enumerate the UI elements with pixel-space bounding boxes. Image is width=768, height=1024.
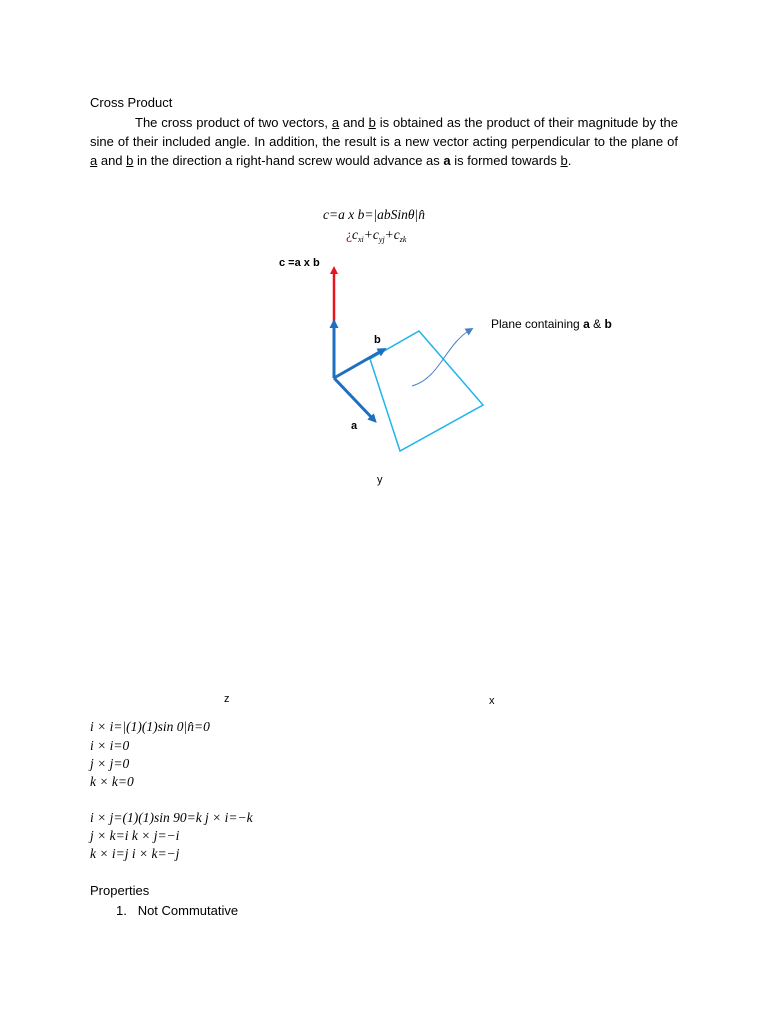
para-text-1: The cross product of two vectors, bbox=[135, 115, 332, 130]
section-title: Cross Product bbox=[90, 95, 173, 110]
equation-j-cross-j: j × j=0 bbox=[90, 756, 130, 771]
plane-caption bbox=[491, 317, 612, 331]
formula-sub-zk: zk bbox=[399, 235, 407, 244]
plane-caption-text: Plane containing bbox=[491, 317, 584, 331]
properties-heading: Properties bbox=[90, 883, 150, 898]
x-axis-label: x bbox=[489, 695, 495, 707]
vector-b-ref-2: b bbox=[126, 153, 134, 168]
vector-a-bold: a bbox=[443, 153, 451, 168]
b-vector-arrow bbox=[334, 350, 383, 378]
equation-k-cross-k: k × k=0 bbox=[90, 774, 134, 789]
formula-c1: c bbox=[352, 227, 358, 242]
equation-i-cross-i: i × i=0 bbox=[90, 738, 130, 753]
list-item bbox=[116, 903, 238, 918]
formula-c3: +c bbox=[384, 227, 400, 242]
formula-sub-yj: yj bbox=[378, 235, 385, 244]
plane-caption-b: b bbox=[604, 317, 612, 331]
formula-sub-xi: xi bbox=[358, 235, 364, 244]
equation-k-cross-i: k × i=j i × k=−j bbox=[90, 846, 180, 861]
b-vector-label: b bbox=[374, 334, 381, 346]
plane-caption-amp: & bbox=[589, 317, 605, 331]
para-text-3: is obtained as the product of their magnitude by the sine of their included angle. In addition, the result is a new vector acting perpendicular to the plane of bbox=[90, 115, 678, 149]
y-axis-label: y bbox=[377, 474, 383, 486]
z-axis-label: z bbox=[224, 693, 230, 705]
list-text: Not Commutative bbox=[137, 903, 239, 918]
a-vector-label: a bbox=[351, 420, 358, 432]
equation-i-cross-j: i × j=(1)(1)sin 90=k j × i=−k bbox=[90, 810, 253, 825]
vector-b-ref: b bbox=[368, 115, 376, 130]
plane-caption-a: a bbox=[583, 317, 590, 331]
vector-a-ref: a bbox=[331, 115, 340, 130]
vector-b-ref-3: b bbox=[560, 153, 568, 168]
para-text-2: and bbox=[339, 115, 369, 130]
a-vector-arrow bbox=[334, 378, 374, 420]
c-vector-label: c =a x b bbox=[279, 257, 320, 269]
plane-pointer-curve bbox=[412, 330, 470, 386]
para-end: . bbox=[567, 153, 572, 168]
equation-i-cross-i-full: i × i=|(1)(1)sin 0|n̂=0 bbox=[90, 719, 210, 734]
list-number: 1. bbox=[116, 903, 127, 918]
equation-j-cross-k: j × k=i k × j=−i bbox=[90, 828, 180, 843]
formula-line-1: c=a x b=|abSinθ|n̂ bbox=[323, 207, 426, 222]
formula-c2: +c bbox=[363, 227, 379, 242]
vector-a-ref-2: a bbox=[90, 153, 98, 168]
para-text-4: and bbox=[97, 153, 127, 168]
plane-rectangle bbox=[370, 331, 483, 451]
formula-lead-symbol: ¿ bbox=[346, 227, 352, 242]
para-text-6: is formed towards bbox=[450, 153, 561, 168]
para-text-5: in the direction a right-hand screw would advance as bbox=[133, 153, 444, 168]
